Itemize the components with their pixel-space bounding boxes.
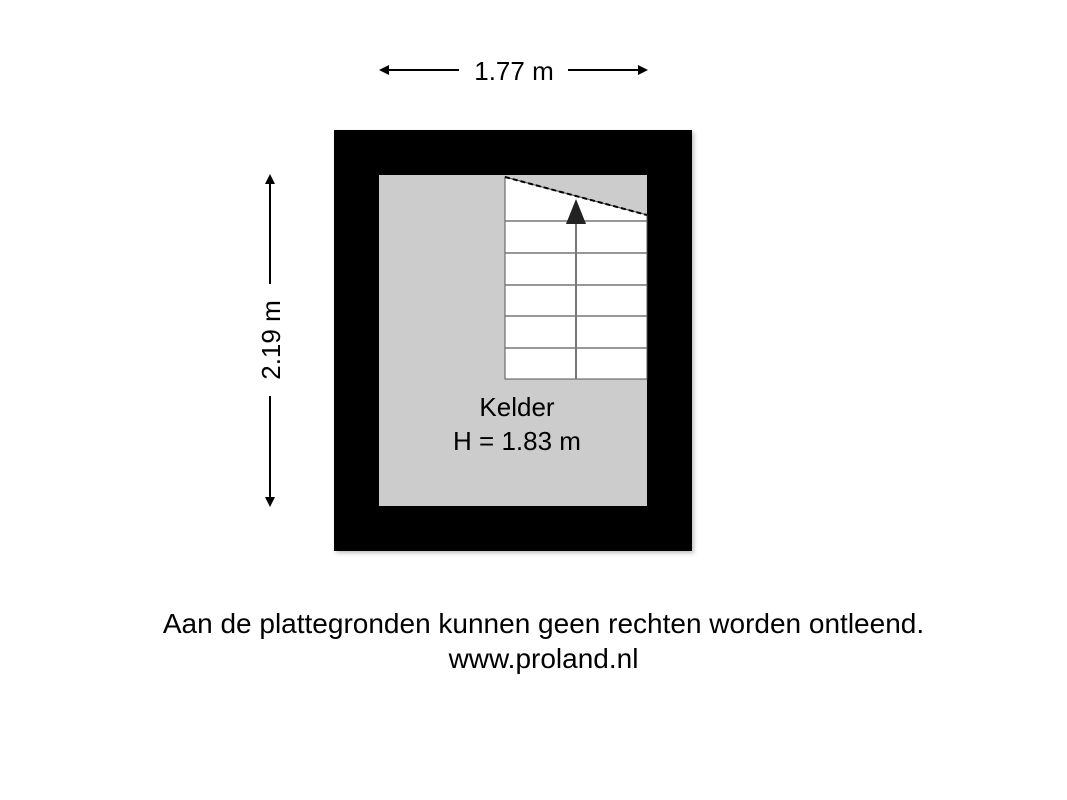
disclaimer-text: Aan de plattegronden kunnen geen rechten worden ontleend. [162, 608, 925, 639]
width-dimension-label: 1.77 m [474, 56, 554, 86]
height-dimension [256, 176, 286, 505]
room-name-label: Kelder [479, 392, 555, 422]
room-height-label: H = 1.83 m [453, 426, 581, 456]
width-dimension [381, 56, 646, 86]
height-dimension-label: 2.19 m [256, 300, 286, 380]
website-url: www.proland.nl [448, 643, 639, 674]
